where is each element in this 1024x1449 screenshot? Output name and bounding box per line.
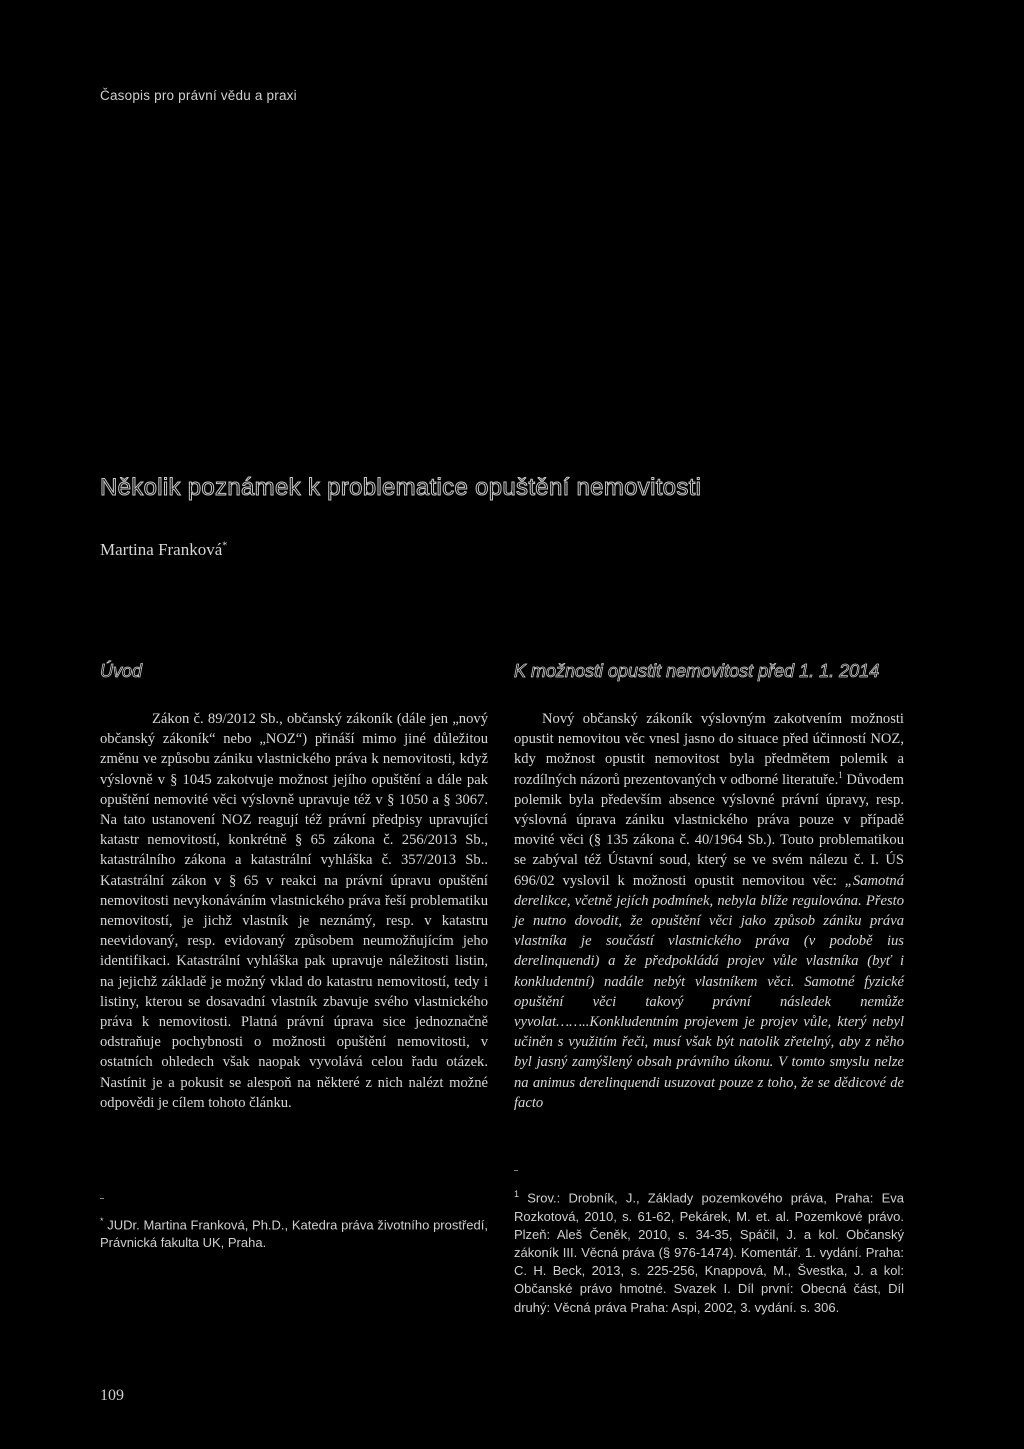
footnote-1-number: 1 [514,1189,520,1199]
footnote-rule-left [100,1198,104,1199]
paragraph-text-2: Důvodem polemik byla především absence výslovné právní úpravy, resp. výslovná úprava zániku vlastnického práva pouze v případě movité věci (§ 135 zákona č. 40/1964 Sb.). Touto problematikou se zabýval též Ústavní soud, který se ve svém nálezu č. I. ÚS 696/02 vyslovil k možnosti opustit nemovitou věc: [514,771,904,889]
intro-paragraph: Zákon č. 89/2012 Sb., občanský zákoník (dále jen „nový občanský zákoník“ nebo „NOZ“) přináší mimo jiné důležitou změnu ve způsobu zániku vlastnického práva k nemovitosti, když výslovně v § 1045 zakotvuje možnost jejího opuštění a dále pak opuštění nemovité věci výslovně upravuje též v § 1050 a § 3067. Na tato ustanovení NOZ reagují též právní předpisy upravující katastr nemovitostí, konkrétně § 65 zákona č. 256/2013 Sb., katastrálního zákona a katastrální vyhláška č. 357/2013 Sb.. Katastrální zákon v § 65 v reakci na právní úpravu opuštění nemovitosti nevykonáváním vlastnického práva řeší problematiku nemovitostí, je jichž vlastník je neznámý, resp. v katastru neevidovaný, resp. evidovaný způsobem neumožňujícím jeho identifikaci. Katastrální vyhláška pak upravuje náležitosti listin, na jejichž základě je možný vklad do katastru nemovitostí, tedy i listiny, kterou se dosavadní vlastník zbavuje svého vlastnického práva k nemovitosti. Platná právní úprava sice jednoznačně odstraňuje pochybnosti o možnosti opuštění nemovitosti, v ostatních ohledech však naopak vyvolává celou řadu otázek. Nastínit je a pokusit se alespoň na některé z nich nalézt možné odpovědi je cílem tohoto článku. [100,711,488,1111]
footnote-ref-1: 1 [838,769,843,780]
article-author [100,540,227,560]
right-column [514,709,904,1113]
left-column [100,709,488,1113]
author-footnote-symbol: * [100,1216,104,1226]
author-footnote-mark: * [222,540,228,552]
footnote-rule-right [514,1170,518,1171]
article-title: Několik poznámek k problematice opuštění nemovitosti [100,474,702,501]
author-name: Martina Franková [100,540,223,559]
paragraph-text-1: Nový občanský zákoník výslovným zakotvením možnosti opustit nemovitou věc vnesl jasno do situace před účinností NOZ, kdy možnost opustit nemovitost byla předmětem polemik a rozdílných názorů prezentovaných v odborné literatuře. [514,711,904,788]
section-heading-before-2014: K možnosti opustit nemovitost před 1. 1. 2014 [514,661,880,681]
court-quote: „Samotná derelikce, včetně jejích podmínek, nebyla blíže regulována. Přesto je nutno dovodit, že opuštění věci jako způsob zániku práva vlastníka je součástí vlastnického práva (v podobě ius derelinquendi) a že předpokládá projev vůle vlastníka (byť i konkludentní) nadále nebýt vlastníkem věci. Samotné fyzické opuštění věci takový právní následek nemůže vyvolat……..Konkludentním projevem je projev vůle, který nebyl učiněn s využitím řeči, musí však být natolik zřetelný, aby z něho byl jasný zamýšlený obsah právního úkonu. V tomto smyslu nelze na animus derelinquendi usuzovat pouze z toho, že se dědicové de facto [514,872,904,1111]
section-heading-intro: Úvod [100,661,143,681]
footnote-1-text: Srov.: Drobník, J., Základy pozemkového práva, Praha: Eva Rozkotová, 2010, s. 61-62, Pekárek, M. et. al. Pozemkové právo. Plzeň: Aleš Čeněk, 2010, s. 34-35, Spáčil, J. a kol. Občanský zákoník III. Věcná práva (§ 976-1474). Komentář. 1. vydání. Praha: C. H. Beck, 2013, s. 225-256, Knappová, M., Švestka, J. a kol: Občanské právo hmotné. Svazek I. Díl první: Obecná část, Díl druhý: Věcná práva Praha: Aspi, 2002, 3. vydání. s. 306. [514,1190,904,1315]
footnote-1 [514,1185,904,1317]
author-footnote [100,1212,488,1252]
before-2014-paragraph [514,709,904,1113]
journal-header: Časopis pro právní vědu a praxi [100,88,297,103]
page-number: 109 [100,1387,124,1404]
author-footnote-text: JUDr. Martina Franková, Ph.D., Katedra práva životního prostředí, Právnická fakulta UK, Praha. [100,1217,488,1251]
